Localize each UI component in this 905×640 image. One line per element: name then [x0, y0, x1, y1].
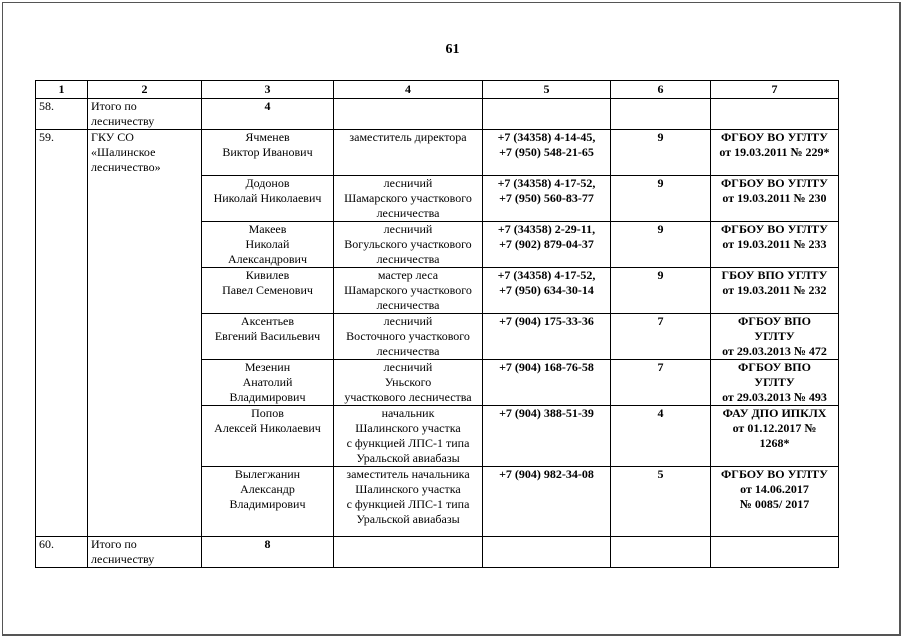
page-number: 61 — [445, 42, 460, 57]
row-name — [88, 537, 202, 568]
cell-line: +7 (904) 168-76-58 — [499, 360, 594, 374]
cell-line: Макеев — [248, 222, 287, 236]
cell-line: лесничества — [376, 206, 440, 220]
cell-line: +7 (34358) 2-29-11, — [497, 222, 596, 236]
empty-cell — [611, 99, 711, 130]
cell-line: Уральской авиабазы — [356, 512, 460, 526]
cell-line: Уральской авиабазы — [356, 451, 460, 465]
person-phone — [483, 406, 611, 467]
cell-line: начальник — [381, 406, 435, 420]
cell-line: Николай Николаевич — [213, 191, 322, 205]
person-col6: 9 — [611, 222, 711, 268]
column-header-2: 2 — [88, 81, 202, 99]
cell-line: лесничеству — [91, 114, 155, 128]
table-row — [36, 130, 839, 176]
cell-line: ГБОУ ВПО УГЛТУ — [721, 268, 828, 282]
person-name — [202, 467, 334, 537]
cell-line: Уньского — [384, 375, 432, 389]
cell-line: Додонов — [245, 176, 290, 190]
person-phone — [483, 314, 611, 360]
cell-line: от 29.03.2013 № 493 — [722, 390, 827, 404]
column-header-1: 1 — [36, 81, 88, 99]
cell-line: Вогульского участкового — [344, 237, 472, 251]
cell-line: Итого по — [91, 99, 137, 113]
cell-line: № 0085/ 2017 — [739, 497, 810, 511]
cell-line: от 19.03.2011 № 233 — [722, 237, 827, 251]
person-col6: 5 — [611, 467, 711, 537]
empty-cell — [483, 99, 611, 130]
column-header-6: 6 — [611, 81, 711, 99]
cell-line: ФАУ ДПО ИПКЛХ — [722, 406, 827, 420]
person-name — [202, 130, 334, 176]
cell-line: лесничий — [383, 176, 433, 190]
row-number: 59. — [36, 130, 88, 537]
cell-line: Шамарского участкового — [344, 283, 472, 297]
person-position — [334, 467, 483, 537]
cell-line: Николай — [245, 237, 290, 251]
cell-line: от 14.06.2017 — [740, 482, 809, 496]
person-col6: 9 — [611, 130, 711, 176]
cell-line: участкового лесничества — [344, 390, 472, 404]
column-header-5: 5 — [483, 81, 611, 99]
cell-line: Мезенин — [244, 360, 291, 374]
person-phone — [483, 360, 611, 406]
cell-line: лесничества — [376, 344, 440, 358]
cell-line: лесничий — [383, 314, 433, 328]
cell-line: Павел Семенович — [222, 283, 313, 297]
cell-line: Владимирович — [229, 390, 306, 404]
empty-cell — [711, 99, 839, 130]
header-row — [36, 81, 839, 99]
cell-line: от 01.12.2017 № — [732, 421, 817, 435]
cell-line: Виктор Иванович — [222, 145, 313, 159]
cell-line: лесничеству — [91, 552, 155, 566]
cell-line: ФГБОУ ВО УГЛТУ — [721, 176, 828, 190]
cell-line: Попов — [251, 406, 284, 420]
person-phone — [483, 268, 611, 314]
cell-line: +7 (950) 548-21-65 — [499, 145, 594, 159]
person-phone — [483, 467, 611, 537]
cell-line: +7 (904) 982-34-08 — [499, 467, 594, 481]
cell-line: Восточного участкового — [346, 329, 470, 343]
person-col6: 9 — [611, 176, 711, 222]
table-row — [36, 537, 839, 568]
person-name — [202, 314, 334, 360]
person-education — [711, 222, 839, 268]
person-education — [711, 314, 839, 360]
cell-line: заместитель директора — [349, 130, 467, 144]
cell-line: Аксентьев — [240, 314, 295, 328]
cell-line: ГКУ СО — [91, 130, 134, 144]
person-phone — [483, 176, 611, 222]
column-header-4: 4 — [334, 81, 483, 99]
cell-line: от 19.03.2011 № 232 — [722, 283, 827, 297]
person-education — [711, 268, 839, 314]
cell-line: ФГБОУ ВПО — [738, 360, 811, 374]
person-education — [711, 406, 839, 467]
total-count: 4 — [202, 99, 334, 130]
cell-line: +7 (34358) 4-17-52, — [497, 268, 596, 282]
person-name — [202, 406, 334, 467]
cell-line: Анатолий — [242, 375, 293, 389]
person-position — [334, 176, 483, 222]
cell-line: ФГБОУ ВО УГЛТУ — [721, 467, 828, 481]
cell-line: мастер леса — [377, 268, 439, 282]
person-education — [711, 360, 839, 406]
person-phone — [483, 222, 611, 268]
cell-line: +7 (904) 175-33-36 — [499, 314, 594, 328]
cell-line: с функцией ЛПС-1 типа — [346, 436, 470, 450]
cell-line: Владимирович — [229, 497, 306, 511]
person-phone — [483, 130, 611, 176]
person-position — [334, 222, 483, 268]
cell-line: Александрович — [228, 252, 307, 266]
cell-line: лесничества — [376, 298, 440, 312]
cell-line: Евгений Васильевич — [214, 329, 321, 343]
row-number: 58. — [36, 99, 88, 130]
cell-line: Кивилев — [245, 268, 290, 282]
column-header-7: 7 — [711, 81, 839, 99]
person-name — [202, 222, 334, 268]
cell-line: +7 (904) 388-51-39 — [499, 406, 594, 420]
person-position — [334, 406, 483, 467]
row-number: 60. — [36, 537, 88, 568]
table-row — [36, 99, 839, 130]
person-name — [202, 360, 334, 406]
cell-line: лесничества — [376, 252, 440, 266]
person-education — [711, 467, 839, 537]
total-count: 8 — [202, 537, 334, 568]
person-position — [334, 360, 483, 406]
cell-line: +7 (950) 634-30-14 — [499, 283, 594, 297]
cell-line: лесничий — [383, 222, 433, 236]
cell-line: УГЛТУ — [754, 329, 795, 343]
person-col6: 9 — [611, 268, 711, 314]
cell-line: +7 (34358) 4-17-52, — [497, 176, 596, 190]
cell-line: Шамарского участкового — [344, 191, 472, 205]
cell-line: ФГБОУ ВПО — [738, 314, 811, 328]
column-header-3: 3 — [202, 81, 334, 99]
cell-line: +7 (34358) 4-14-45, — [497, 130, 596, 144]
cell-line: +7 (950) 560-83-77 — [499, 191, 594, 205]
cell-line: ФГБОУ ВО УГЛТУ — [721, 130, 828, 144]
cell-line: Итого по — [91, 537, 137, 551]
person-position — [334, 130, 483, 176]
cell-line: Александр — [240, 482, 295, 496]
empty-cell — [334, 99, 483, 130]
person-education — [711, 130, 839, 176]
row-name — [88, 99, 202, 130]
cell-line: Алексей Николаевич — [214, 421, 321, 435]
cell-line: лесничество» — [91, 160, 161, 174]
person-name — [202, 268, 334, 314]
person-position — [334, 268, 483, 314]
cell-line: УГЛТУ — [754, 375, 795, 389]
cell-line: 1268* — [759, 436, 790, 450]
cell-line: от 29.03.2013 № 472 — [722, 344, 827, 358]
person-col6: 7 — [611, 314, 711, 360]
cell-line: заместитель начальника — [346, 467, 470, 481]
cell-line: Вылегжанин — [234, 467, 301, 481]
cell-line: +7 (902) 879-04-37 — [499, 237, 594, 251]
cell-line: Шалинского участка — [355, 482, 461, 496]
cell-line: от 19.03.2011 № 229* — [719, 145, 830, 159]
staff-table — [35, 80, 839, 568]
empty-cell — [483, 537, 611, 568]
cell-line: с функцией ЛПС-1 типа — [346, 497, 470, 511]
person-col6: 4 — [611, 406, 711, 467]
empty-cell — [334, 537, 483, 568]
person-education — [711, 176, 839, 222]
cell-line: лесничий — [383, 360, 433, 374]
person-col6: 7 — [611, 360, 711, 406]
empty-cell — [711, 537, 839, 568]
cell-line: Ячменев — [245, 130, 290, 144]
cell-line: ФГБОУ ВО УГЛТУ — [721, 222, 828, 236]
table-body — [36, 99, 839, 568]
person-name — [202, 176, 334, 222]
row-name — [88, 130, 202, 537]
person-position — [334, 314, 483, 360]
cell-line: Шалинского участка — [355, 421, 461, 435]
cell-line: от 19.03.2011 № 230 — [722, 191, 827, 205]
cell-line: «Шалинское — [91, 145, 156, 159]
empty-cell — [611, 537, 711, 568]
